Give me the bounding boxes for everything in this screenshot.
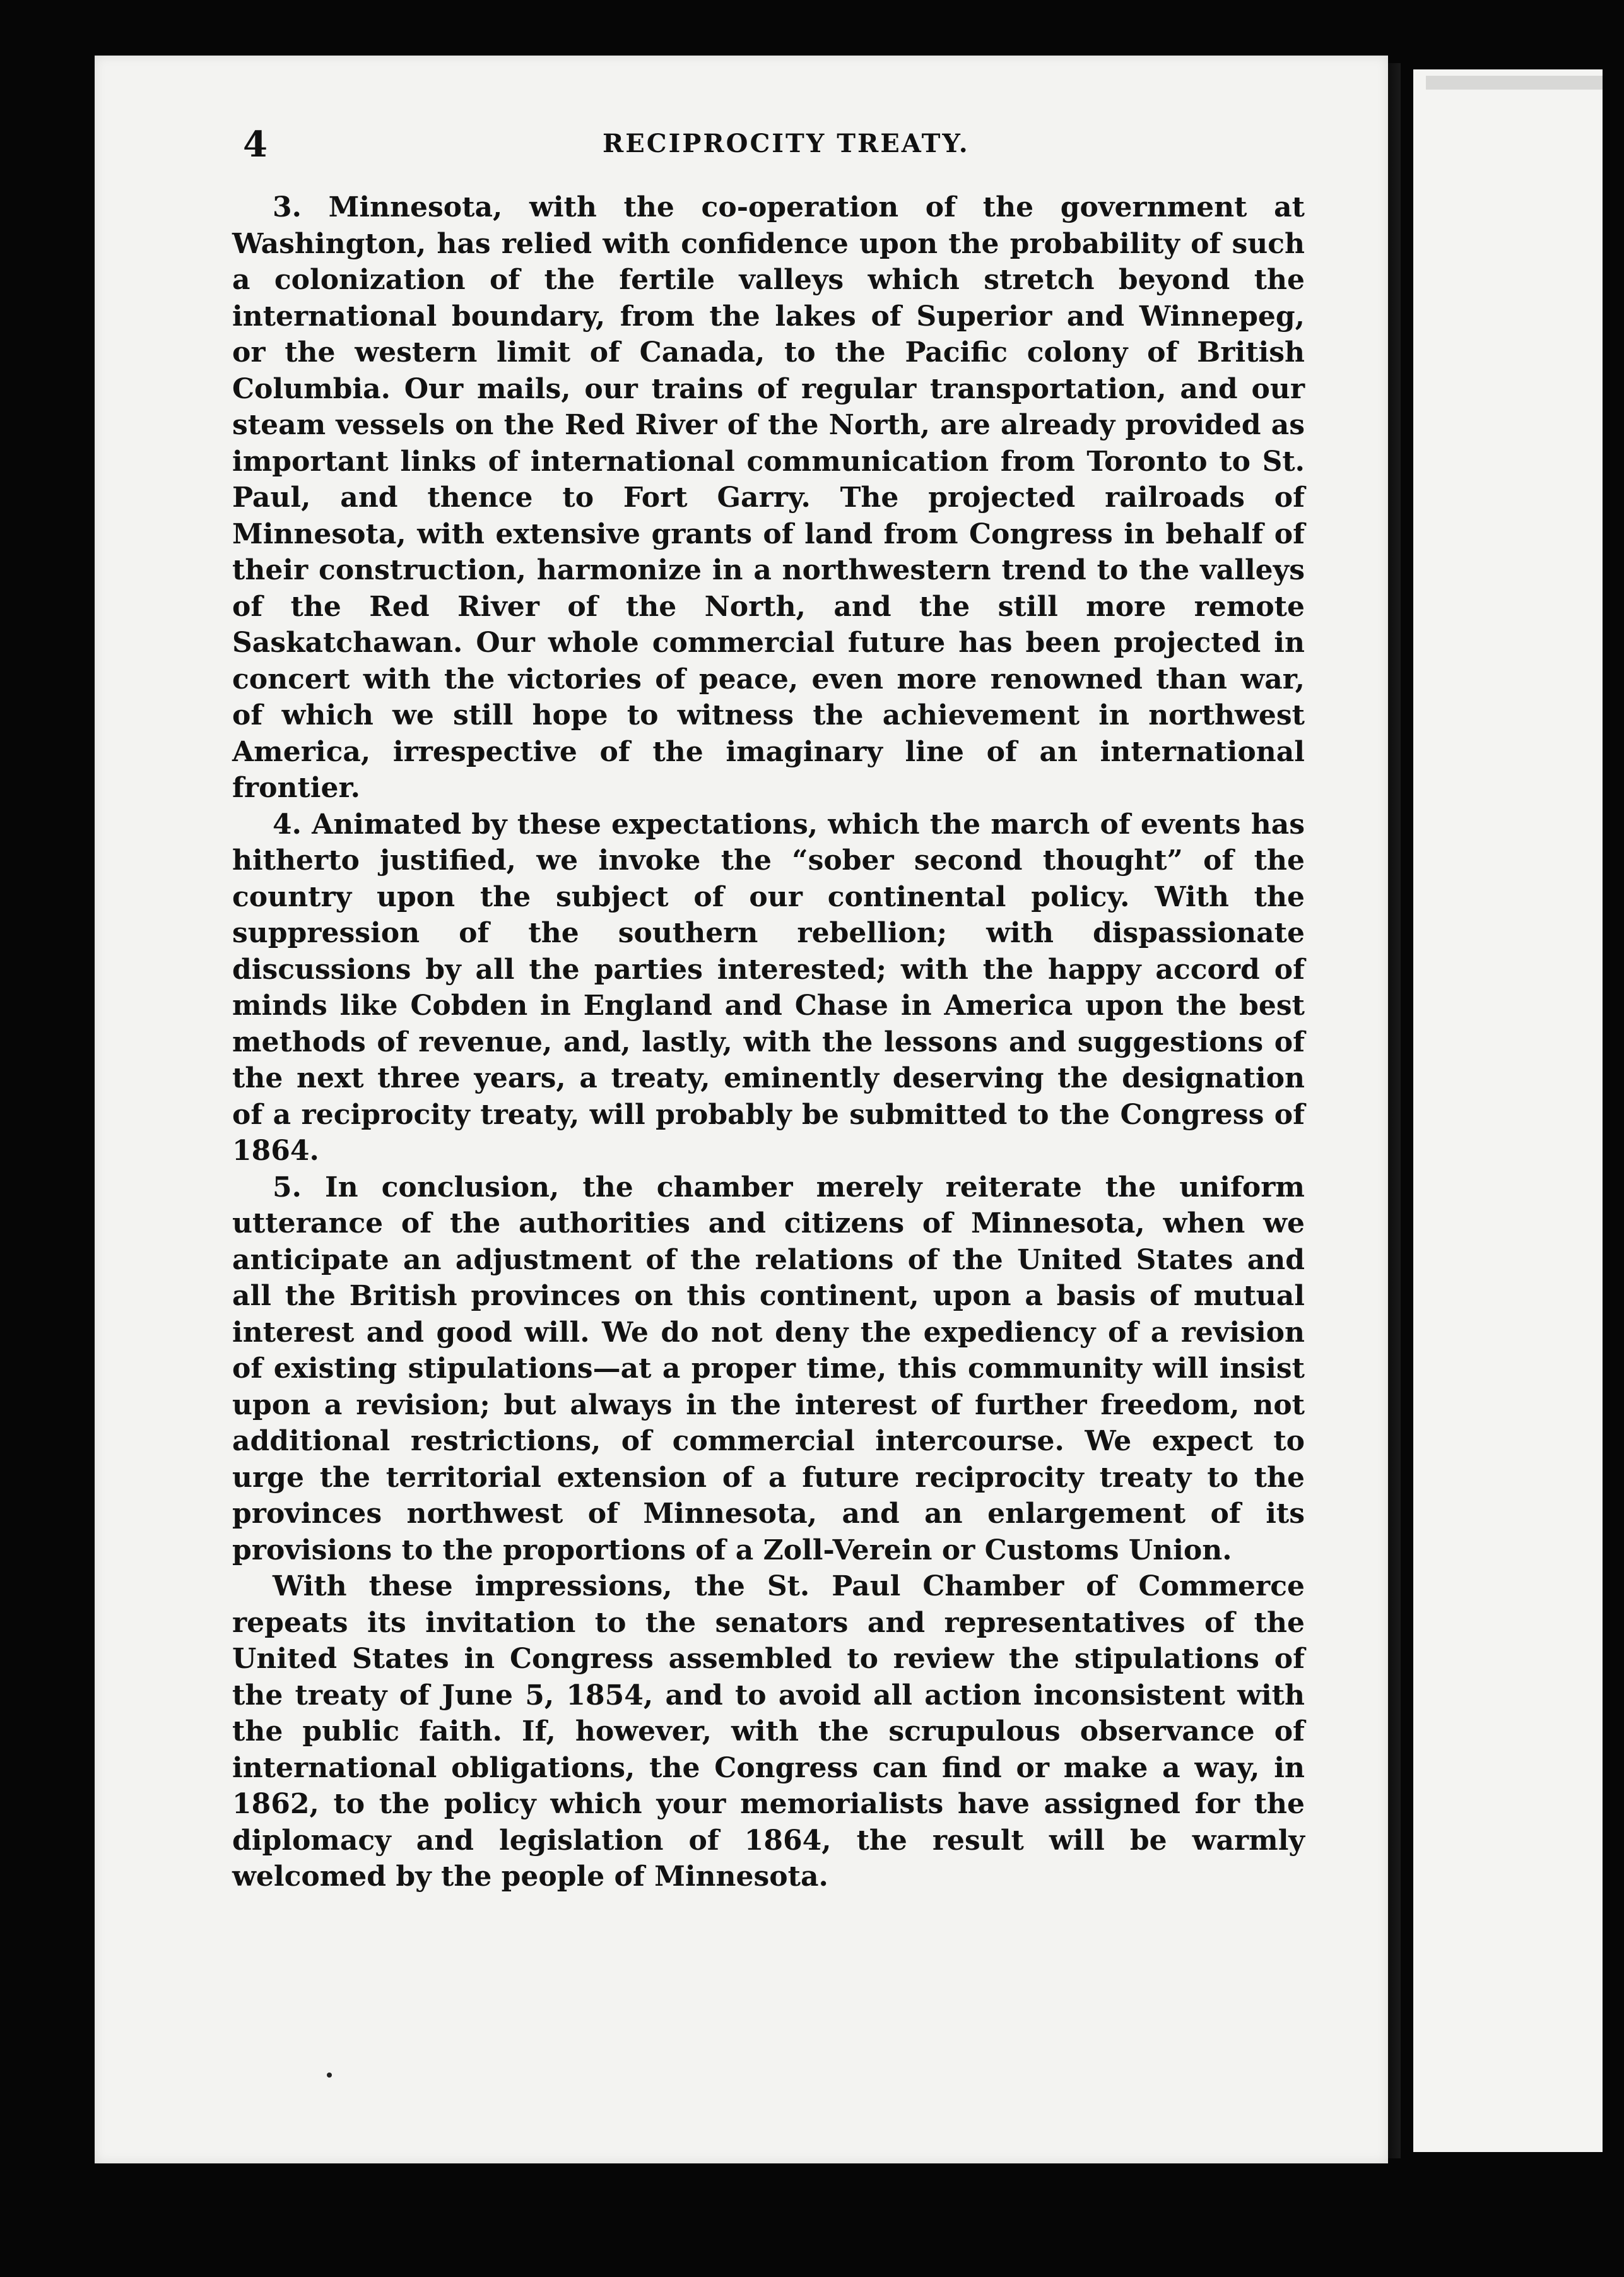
- page-header: [243, 124, 1303, 168]
- page-number: 4: [243, 124, 268, 165]
- paragraph-closing: With these impressions, the St. Paul Chamber of Commerce repeats its invitation to the senators and representatives of the United States in Congress assembled to review the stipulations of the treaty of June 5, 1854, and to avoid all action inconsistent with the public faith. If, however, with the scrupulous observance of international obligations, the Congress can find or make a way, in 1862, to the policy which your memorialists have assigned for the diplomacy and legislation of 1864, the result will be warmly welcomed by the people of Minnesota.: [232, 1570, 1305, 1893]
- scan-speck: [327, 2073, 332, 2078]
- paragraph-3: 3. Minnesota, with the co-operation of the government at Washington, has relied with confidence upon the probability of such a colonization of the fertile valleys which stretch beyond the international boundary, from the lakes of Superior and Winnepeg, or the western limit of Canada, to the Pacific colony of British Columbia. Our mails, our trains of regular transportation, and our steam vessels on the Red River of the North, are already provided as important links of international communication from Toronto to St. Paul, and thence to Fort Garry. The projected railroads of Minnesota, with extensive grants of land from Congress in behalf of their construction, harmonize in a northwestern trend to the valleys of the Red River of the North, and the still more remote Saskatchawan. Our whole commercial future has been projected in concert with the victories of peace, even more renowned than war, of which we still hope to witness the achievement in northwest America, irrespective of the imaginary line of an international frontier.: [232, 191, 1305, 804]
- paragraph-4: 4. Animated by these expectations, which the march of events has hitherto justified, we invoke the “sober second thought” of the country upon the subject of our continental policy. With the suppression of the southern rebellion; with dispassionate discussions by all the parties interested; with the happy accord of minds like Cobden in England and Chase in America upon the best methods of revenue, and, lastly, with the lessons and suggestions of the next three years, a treaty, eminently deserving the designation of a reciprocity treaty, will probably be submitted to the Congress of 1864.: [232, 808, 1305, 1167]
- running-head: RECIPROCITY TREATY.: [603, 129, 970, 158]
- facing-page: [1413, 69, 1603, 2152]
- paragraph-5: 5. In conclusion, the chamber merely reiterate the uniform utterance of the authorities and citizens of Minnesota, when we anticipate an adjustment of the relations of the United States and all the British provinces on this continent, upon a basis of mutual interest and good will. We do not deny the expediency of a revision of existing stipulations—at a proper time, this community will insist upon a revision; but always in the interest of further freedom, not additional restrictions, of commercial intercourse. We expect to urge the territorial extension of a future reciprocity treaty to the provinces northwest of Minnesota, and an enlargement of its provisions to the proportions of a Zoll-Verein or Customs Union.: [232, 1171, 1305, 1566]
- facing-page-edge: [1426, 76, 1603, 90]
- body-text: [232, 189, 1305, 1895]
